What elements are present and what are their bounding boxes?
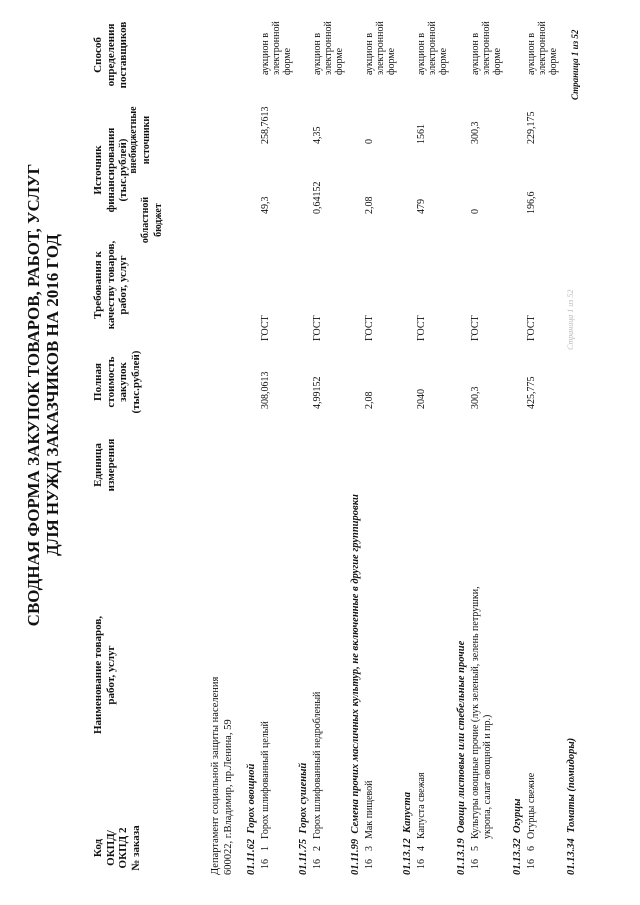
group-title: Капуста — [402, 792, 413, 833]
group-code: 01.11.99 — [350, 838, 361, 875]
group-0 — [246, 5, 257, 875]
method-l2: электронной — [375, 21, 386, 75]
group-6 — [566, 5, 577, 875]
row-cost: 2040 — [416, 389, 427, 409]
row-budget: 479 — [416, 199, 427, 214]
row-budget: 196,6 — [526, 191, 537, 214]
row-cat: 16 — [364, 859, 375, 869]
row-cat: 16 — [470, 859, 481, 869]
header-cost-l4: (тыс.рублей) — [129, 350, 142, 414]
group-code: 01.11.62 — [246, 838, 257, 875]
row-cost: 4,99152 — [312, 376, 323, 409]
row-req: ГОСТ — [260, 315, 271, 341]
row-method — [526, 21, 559, 75]
row-cat: 16 — [260, 859, 271, 869]
row-method — [364, 21, 397, 75]
row-method — [260, 21, 293, 75]
document-title — [24, 135, 62, 655]
row-budget: 2,08 — [364, 196, 375, 214]
row-no: 3 — [364, 846, 375, 851]
row-cost: 308,0613 — [260, 371, 271, 409]
group-code: 01.11.75 — [298, 838, 309, 875]
group-title: Овощи листовые или стебельные прочие — [456, 640, 467, 833]
row-cat: 16 — [312, 859, 323, 869]
header-cost-l2: стоимость — [104, 356, 117, 408]
group-title: Огурцы — [512, 798, 523, 833]
header-method-l1: Способ — [92, 37, 104, 73]
row-no: 4 — [416, 846, 427, 851]
method-l2: электронной — [481, 21, 492, 75]
row-no: 5 — [470, 846, 481, 851]
faint-stamp: Страница 1 из 52 — [566, 289, 575, 350]
method-l2: электронной — [537, 21, 548, 75]
group-title: Семена прочих масличных культур, не включенные в другие группировки — [350, 494, 361, 834]
department-address: 600022, г.Владимир, пр.Ленина, 59 — [222, 719, 234, 875]
method-l3: форме — [386, 47, 397, 75]
header-unit — [92, 425, 117, 505]
group-code: 01.13.19 — [456, 838, 467, 875]
row-extra: 0 — [364, 139, 375, 144]
header-name — [92, 595, 117, 755]
header-req-l2: качеству товаров, — [104, 240, 117, 330]
row-method — [312, 21, 345, 75]
header-code — [92, 813, 142, 883]
department-block — [210, 677, 235, 875]
row-no: 1 — [260, 846, 271, 851]
method-l3: форме — [438, 47, 449, 75]
row-req: ГОСТ — [312, 315, 323, 341]
method-l3: форме — [334, 47, 345, 75]
row-name: Капуста свежая — [416, 772, 427, 839]
method-l1: аукцион в — [526, 32, 537, 75]
row-extra: 1561 — [416, 124, 427, 144]
row-extra: 4,35 — [312, 126, 323, 144]
page-number: Страница 1 из 52 — [570, 29, 580, 100]
header-code-l2: ОКПД/ — [104, 830, 117, 866]
header-source-l1: Источник — [92, 145, 104, 195]
header-budget-l1: областной — [140, 196, 151, 244]
row-budget: 0 — [470, 209, 481, 214]
department-name: Департамент социальной защиты населения — [210, 676, 221, 875]
row-req: ГОСТ — [470, 315, 481, 341]
row-name-l1: Культуры овощные прочие (лук зеленый, зелень петрушки, — [470, 586, 481, 839]
row-cost: 2,08 — [364, 391, 375, 409]
header-req-l3: работ, услуг — [117, 255, 129, 315]
method-l3: форме — [492, 47, 503, 75]
method-l3: форме — [282, 47, 293, 75]
row-cat: 16 — [526, 859, 537, 869]
method-l1: аукцион в — [312, 32, 323, 75]
row-cat: 16 — [416, 859, 427, 869]
group-title: Томаты (помидоры) — [566, 737, 577, 833]
header-extra-l1: внебюджетные — [128, 106, 139, 174]
header-method-l2: определения — [104, 23, 117, 87]
method-l1: аукцион в — [416, 32, 427, 75]
header-budget-l2: бюджет — [152, 203, 164, 237]
header-method-l3: поставщиков — [117, 21, 129, 89]
row-req: ГОСТ — [364, 315, 375, 341]
method-l2: электронной — [427, 21, 438, 75]
title-line-1: СВОДНАЯ ФОРМА ЗАКУПОК ТОВАРОВ, РАБОТ, УСЛУГ — [24, 163, 43, 627]
row-method — [470, 21, 503, 75]
group-title: Горох овощной — [246, 763, 257, 834]
header-code-l3: ОКПД 2 — [117, 827, 129, 869]
header-cost-l3: закупок — [117, 362, 129, 402]
group-3 — [402, 5, 413, 875]
method-l2: электронной — [323, 21, 334, 75]
method-l1: аукцион в — [364, 32, 375, 75]
row-name — [470, 586, 493, 839]
header-code-l1: Код — [92, 838, 104, 858]
header-source-budget — [140, 185, 165, 255]
header-source-l2: финансирования — [104, 127, 117, 213]
group-2 — [350, 5, 361, 875]
group-title: Горох сушеный — [298, 762, 309, 834]
group-1 — [298, 5, 309, 875]
method-l3: форме — [548, 47, 559, 75]
header-name-l1: Наименование товаров, — [92, 615, 104, 735]
row-req: ГОСТ — [416, 315, 427, 341]
row-budget: 0,64152 — [312, 181, 323, 214]
header-method — [92, 5, 130, 105]
title-line-2: ДЛЯ НУЖД ЗАКАЗЧИКОВ НА 2016 ГОД — [43, 234, 62, 556]
row-name: Горох шлифованный целый — [260, 721, 271, 839]
row-method — [416, 21, 449, 75]
header-source-extra — [128, 95, 153, 185]
row-extra: 258,7613 — [260, 106, 271, 144]
row-req: ГОСТ — [526, 315, 537, 341]
header-unit-l1: Единица — [92, 443, 104, 487]
group-4 — [456, 5, 467, 875]
row-name: Огурцы свежие — [526, 772, 537, 839]
header-source — [92, 90, 130, 250]
row-no: 6 — [526, 846, 537, 851]
row-budget: 49,3 — [260, 196, 271, 214]
row-extra: 229,175 — [526, 111, 537, 144]
row-name: Мак пищевой — [364, 780, 375, 839]
group-code: 01.13.12 — [402, 838, 413, 875]
method-l1: аукцион в — [470, 32, 481, 75]
group-5 — [512, 5, 523, 875]
header-req-l1: Требования к — [92, 251, 104, 319]
row-cost: 425,775 — [526, 376, 537, 409]
group-code: 01.13.34 — [566, 838, 577, 875]
header-cost-l1: Полная — [92, 363, 104, 401]
header-source-l3: (тыс.рублей) — [117, 138, 129, 202]
group-code: 01.13.32 — [512, 838, 523, 875]
method-l2: электронной — [271, 21, 282, 75]
method-l1: аукцион в — [260, 32, 271, 75]
header-code-l4: № заказа — [129, 825, 142, 871]
row-extra: 300,3 — [470, 121, 481, 144]
header-name-l2: работ, услуг — [104, 645, 117, 705]
header-extra-l2: источники — [140, 115, 152, 165]
row-name-l2: укропа, салат овощной и пр.) — [481, 714, 493, 839]
row-cost: 300,3 — [470, 386, 481, 409]
row-name: Горох шлифованный недробленый — [312, 691, 323, 839]
row-no: 2 — [312, 846, 323, 851]
header-unit-l2: измерения — [104, 438, 117, 492]
header-cost — [92, 342, 142, 422]
